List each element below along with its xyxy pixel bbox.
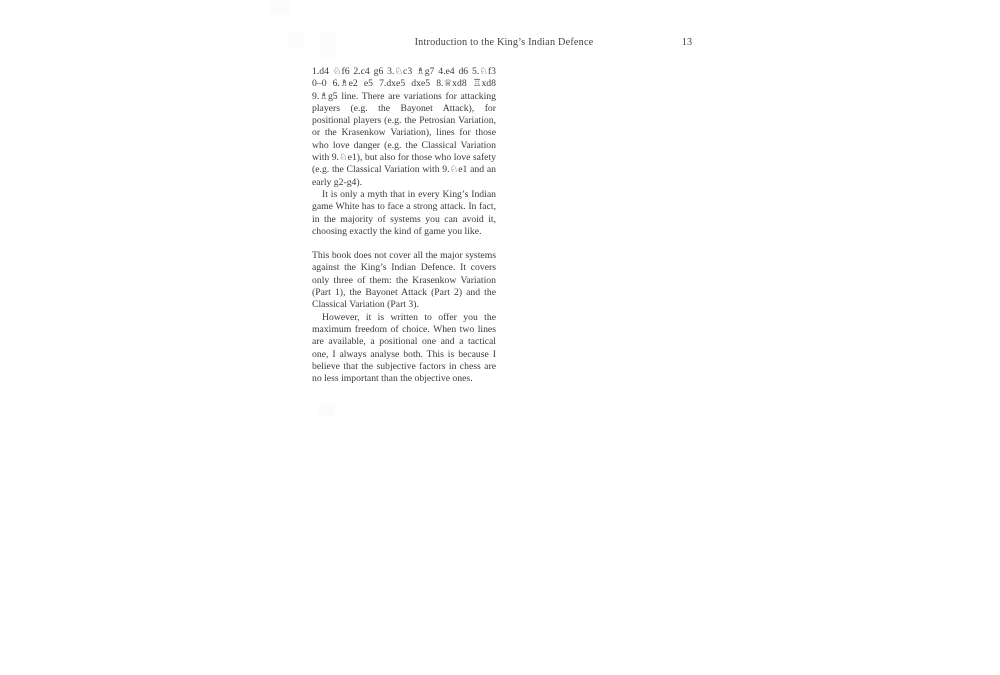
paragraph-freedom-of-choice: However, it is written to offer you the maximum freedom of choice. When two lines are available, a positional one and a tactical one, I always analyse both. This is because I believe that the subjective factors in chess are no less important than the objective ones. <box>312 311 496 385</box>
scan-artifact <box>319 403 335 416</box>
scan-artifact <box>288 32 304 48</box>
page-number: 13 <box>681 37 693 48</box>
text-column <box>312 66 496 385</box>
paragraph-book-coverage: This book does not cover all the major systems against the King’s Indian Defence. It covers only three of them: the Krasenkow Variation (Part 1), the Bayonet Attack (Part 2) and the Classical Variation (Part 3). <box>312 250 496 311</box>
paragraph-opening-moves: 1.d4 ♘f6 2.c4 g6 3.♘c3 ♗g7 4.e4 d6 5.♘f3 0–0 6.♗e2 e5 7.dxe5 dxe5 8.♕xd8 ♖xd8 9.♗g5 line. There are variations for attacking players (e.g. the Bayonet Attack), for positional players (e.g. the Petrosian Variation, or the Krasenkow Variation), lines for those who love danger (e.g. the Classical Variation with 9.♘e1), but also for those who love safety (e.g. the Classical Variation with 9.♘e1 and an early g2-g4). <box>312 66 496 188</box>
scan-artifact <box>271 0 289 15</box>
paragraph-myth: It is only a myth that in every King’s Indian game White has to face a strong attack. In fact, in the majority of systems you can avoid it, choosing exactly the kind of game you like. <box>312 188 496 237</box>
running-head-title: Introduction to the King’s Indian Defence <box>414 37 594 48</box>
